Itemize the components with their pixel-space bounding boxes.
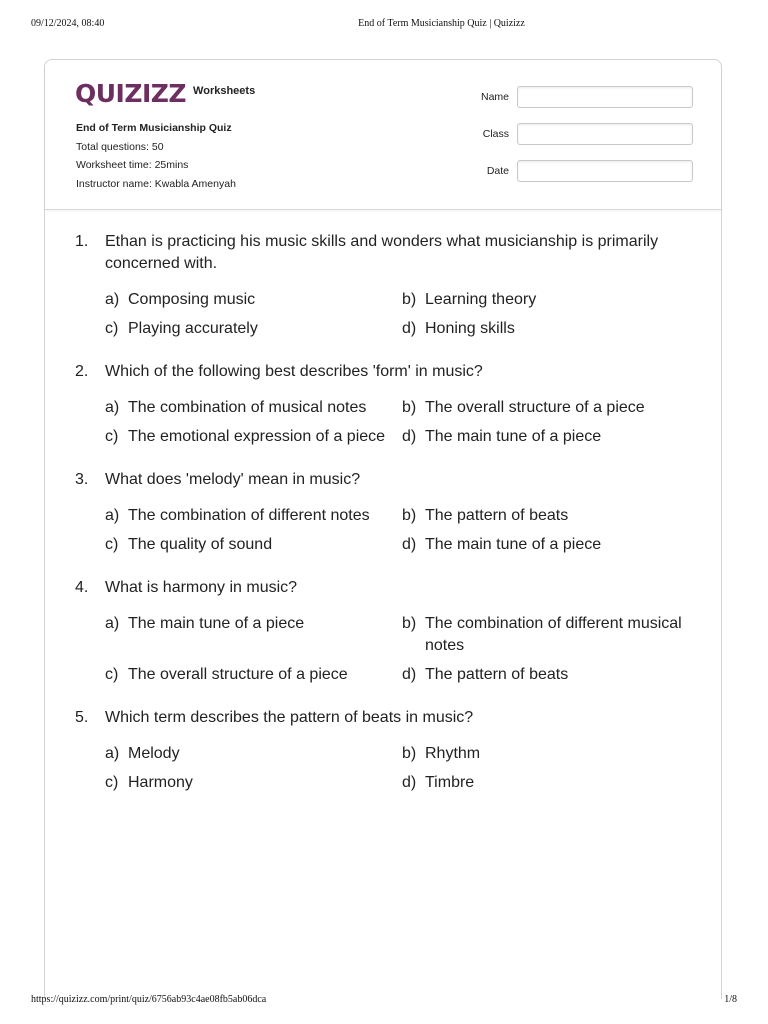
- option-grid: [105, 505, 695, 556]
- option-text: Timbre: [425, 774, 475, 791]
- option-letter: d): [402, 320, 417, 337]
- option-letter: c): [105, 320, 119, 337]
- option-letter: d): [402, 536, 417, 553]
- option-b: [402, 743, 702, 765]
- option-letter: b): [402, 745, 417, 762]
- question-text: Which of the following best describes 'form' in music?: [105, 363, 483, 380]
- option-a: [105, 743, 402, 765]
- question-number: 2.: [75, 363, 89, 380]
- option-grid: [105, 613, 695, 686]
- question-number: 1.: [75, 233, 89, 250]
- print-document-title: End of Term Musicianship Quiz | Quizizz: [358, 18, 525, 29]
- worksheet-header: [45, 60, 721, 210]
- option-b: [402, 289, 702, 311]
- question-stem: [75, 577, 695, 599]
- option-text: The main tune of a piece: [425, 536, 602, 553]
- option-letter: c): [105, 428, 119, 445]
- question-stem: [75, 231, 695, 275]
- option-letter: b): [402, 399, 417, 416]
- question-text: What is harmony in music?: [105, 579, 298, 596]
- option-letter: d): [402, 666, 417, 683]
- option-d: [402, 426, 702, 448]
- print-footer: [0, 990, 768, 1010]
- option-text: Rhythm: [425, 745, 481, 762]
- option-text: The emotional expression of a piece: [128, 428, 386, 445]
- option-letter: c): [105, 666, 119, 683]
- class-field-row: [475, 123, 695, 145]
- option-text: Honing skills: [425, 320, 515, 337]
- option-text: The combination of different musical notes: [425, 615, 682, 654]
- instructor-name: Instructor name: Kwabla Amenyah: [76, 177, 236, 190]
- option-d: [402, 664, 702, 686]
- name-label: Name: [480, 91, 509, 103]
- date-field-row: [475, 160, 695, 182]
- question-text: Which term describes the pattern of beats in music?: [105, 709, 474, 726]
- question-number: 3.: [75, 471, 89, 488]
- class-input[interactable]: [517, 123, 693, 145]
- option-letter: b): [402, 507, 417, 524]
- option-d: [402, 318, 702, 340]
- option-letter: a): [105, 399, 120, 416]
- question-2: [75, 361, 695, 448]
- page-indicator: 1/8: [724, 994, 737, 1005]
- name-input[interactable]: [517, 86, 693, 108]
- print-url: https://quizizz.com/print/quiz/6756ab93c4ae08fb5ab06dca: [31, 994, 267, 1005]
- option-a: [105, 613, 402, 657]
- option-c: [105, 426, 402, 448]
- option-letter: c): [105, 774, 119, 791]
- class-label: Class: [482, 128, 509, 140]
- question-stem: [75, 469, 695, 491]
- option-a: [105, 505, 402, 527]
- option-d: [402, 534, 702, 556]
- question-stem: [75, 361, 695, 383]
- option-d: [402, 772, 702, 794]
- option-text: The main tune of a piece: [128, 615, 305, 632]
- option-text: The main tune of a piece: [425, 428, 602, 445]
- option-b: [402, 613, 702, 657]
- question-text: Ethan is practicing his music skills and wonders what musicianship is primarily concerned with.: [105, 233, 659, 272]
- logo-wordmark: QUIZIZZ: [75, 78, 187, 108]
- option-text: The combination of different notes: [128, 507, 370, 524]
- option-text: The pattern of beats: [425, 666, 569, 683]
- option-text: Composing music: [128, 291, 256, 308]
- option-c: [105, 664, 402, 686]
- option-letter: a): [105, 615, 120, 632]
- date-input[interactable]: [517, 160, 693, 182]
- worksheet-time: Worksheet time: 25mins: [76, 159, 189, 171]
- option-letter: d): [402, 428, 417, 445]
- question-stem: [75, 707, 695, 729]
- date-label: Date: [486, 165, 509, 177]
- question-4: [75, 577, 695, 686]
- option-a: [105, 397, 402, 419]
- option-grid: [105, 397, 695, 448]
- option-text: The combination of musical notes: [128, 399, 367, 416]
- question-list: [75, 231, 695, 815]
- option-text: The pattern of beats: [425, 507, 569, 524]
- option-letter: b): [402, 615, 417, 632]
- option-letter: a): [105, 507, 120, 524]
- question-1: [75, 231, 695, 340]
- quiz-title: End of Term Musicianship Quiz: [76, 122, 232, 134]
- total-questions: Total questions: 50: [76, 140, 164, 153]
- option-letter: a): [105, 745, 120, 762]
- option-b: [402, 505, 702, 527]
- option-letter: b): [402, 291, 417, 308]
- option-letter: a): [105, 291, 120, 308]
- quiz-info: [76, 119, 236, 193]
- logo-subtitle: Worksheets: [193, 85, 256, 97]
- option-c: [105, 534, 402, 556]
- option-text: Melody: [128, 745, 180, 762]
- option-text: Harmony: [128, 774, 193, 791]
- quizizz-logo: [75, 78, 255, 108]
- question-number: 5.: [75, 709, 89, 726]
- print-timestamp: 09/12/2024, 08:40: [31, 18, 105, 29]
- name-field-row: [475, 86, 695, 108]
- option-a: [105, 289, 402, 311]
- option-text: The overall structure of a piece: [128, 666, 348, 683]
- question-number: 4.: [75, 579, 89, 596]
- question-5: [75, 707, 695, 794]
- option-text: Learning theory: [425, 291, 537, 308]
- question-3: [75, 469, 695, 556]
- question-text: What does 'melody' mean in music?: [105, 471, 361, 488]
- option-c: [105, 772, 402, 794]
- option-b: [402, 397, 702, 419]
- option-grid: [105, 289, 695, 340]
- option-letter: c): [105, 536, 119, 553]
- option-text: Playing accurately: [128, 320, 258, 337]
- option-grid: [105, 743, 695, 794]
- student-fields: [475, 86, 695, 197]
- option-text: The quality of sound: [128, 536, 273, 553]
- option-letter: d): [402, 774, 417, 791]
- print-header: [0, 14, 768, 34]
- option-c: [105, 318, 402, 340]
- option-text: The overall structure of a piece: [425, 399, 645, 416]
